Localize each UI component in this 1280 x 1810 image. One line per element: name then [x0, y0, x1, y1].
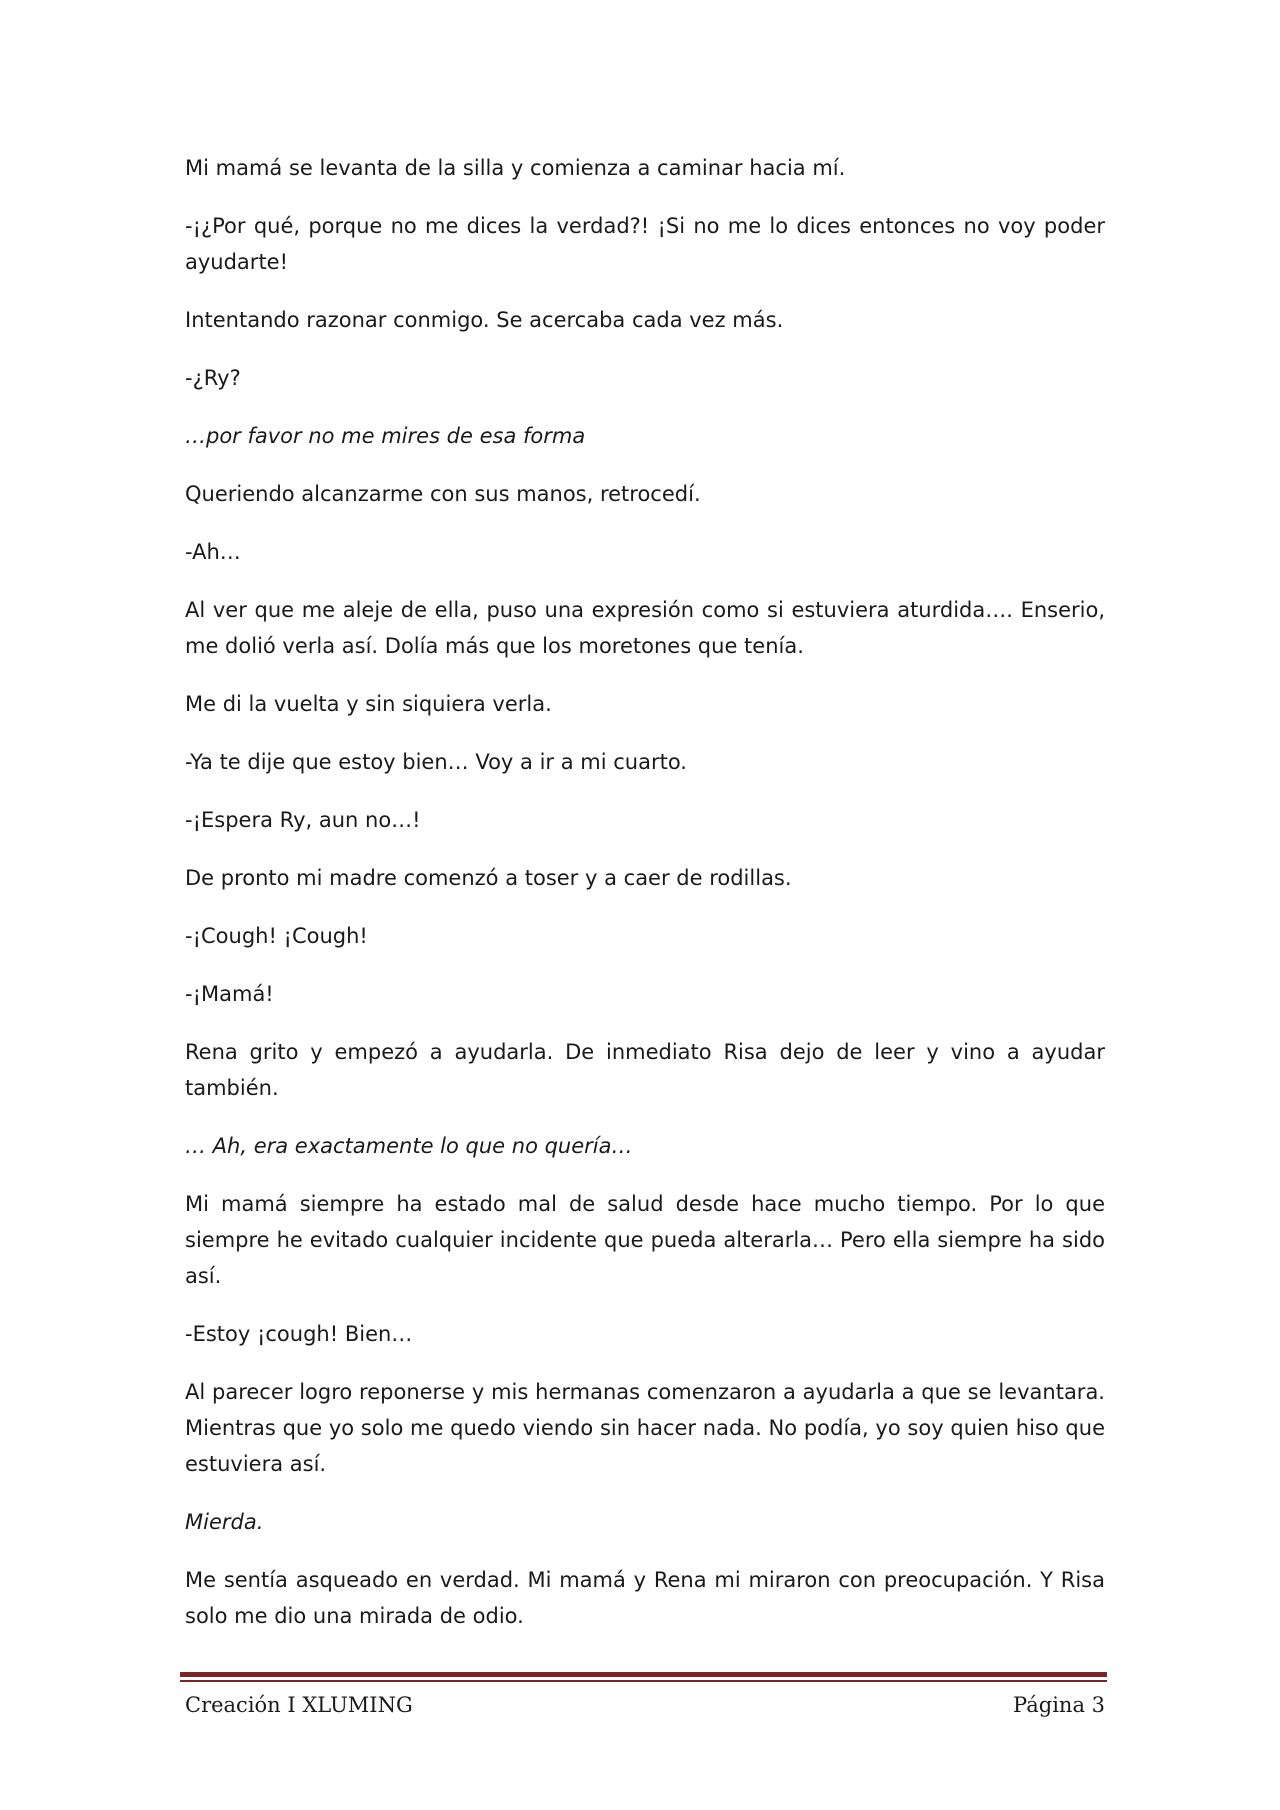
- page-footer: [185, 1688, 1105, 1722]
- paragraph-italic: … Ah, era exactamente lo que no quería…: [185, 1134, 633, 1158]
- paragraph: Rena grito y empezó a ayudarla. De inmediato Risa dejo de leer y vino a ayudar también.: [185, 1040, 1105, 1100]
- footer-divider: [180, 1672, 1107, 1677]
- paragraph: Al ver que me aleje de ella, puso una expresión como si estuviera aturdida…. Enserio, me dolió verla así. Dolía más que los moretones que tenía.: [185, 598, 1105, 658]
- paragraph: Queriendo alcanzarme con sus manos, retrocedí.: [185, 482, 701, 506]
- paragraph: Me sentía asqueado en verdad. Mi mamá y Rena mi miraron con preocupación. Y Risa solo me dio una mirada de odio.: [185, 1568, 1105, 1628]
- paragraph: -¡Mamá!: [185, 982, 274, 1006]
- paragraph: Mi mamá siempre ha estado mal de salud desde hace mucho tiempo. Por lo que siempre he evitado cualquier incidente que pueda alterarla… Pero ella siempre ha sido así.: [185, 1192, 1105, 1288]
- paragraph: -¡Espera Ry, aun no…!: [185, 808, 421, 832]
- footer-author: Creación I XLUMING: [185, 1693, 413, 1717]
- paragraph: Me di la vuelta y sin siquiera verla.: [185, 692, 552, 716]
- paragraph: -¡¿Por qué, porque no me dices la verdad?! ¡Si no me lo dices entonces no voy poder ayudarte!: [185, 214, 1105, 274]
- paragraph-italic: Mierda.: [185, 1510, 264, 1534]
- footer-divider-thin: [180, 1680, 1107, 1682]
- paragraph: -¡Cough! ¡Cough!: [185, 924, 368, 948]
- paragraph: -¿Ry?: [185, 366, 241, 390]
- paragraph: Intentando razonar conmigo. Se acercaba cada vez más.: [185, 308, 784, 332]
- paragraph: De pronto mi madre comenzó a toser y a caer de rodillas.: [185, 866, 792, 890]
- paragraph: -Estoy ¡cough! Bien…: [185, 1322, 413, 1346]
- paragraph: Mi mamá se levanta de la silla y comienza a caminar hacia mí.: [185, 156, 846, 180]
- page-number: Página 3: [1013, 1693, 1105, 1717]
- paragraph: -Ah…: [185, 540, 241, 564]
- paragraph: Al parecer logro reponerse y mis hermanas comenzaron a ayudarla a que se levantara. Mientras que yo solo me quedo viendo sin hacer nada. No podía, yo soy quien hiso que estuviera así.: [185, 1380, 1105, 1476]
- paragraph-italic: …por favor no me mires de esa forma: [185, 424, 586, 448]
- paragraph: -Ya te dije que estoy bien… Voy a ir a mi cuarto.: [185, 750, 687, 774]
- document-body: [185, 150, 1105, 1656]
